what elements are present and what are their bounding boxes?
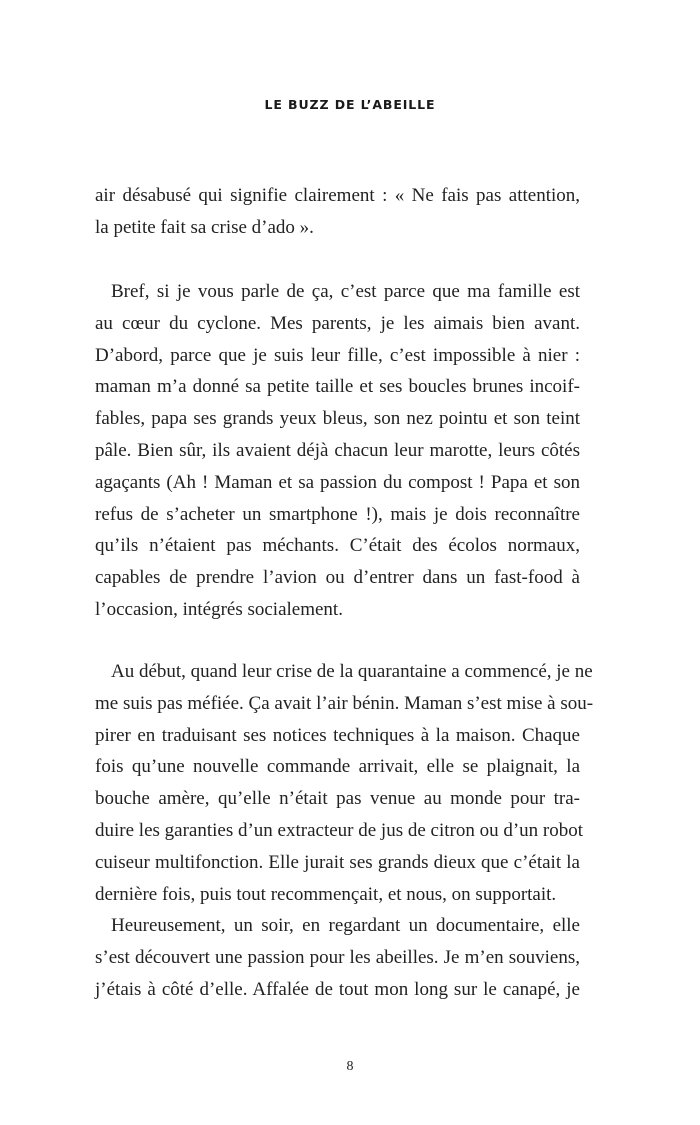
text-line: j’étais à côté d’elle. Affalée de tout mon long sur le canapé, je xyxy=(95,978,580,1000)
text-line: pirer en traduisant ses notices techniques à la maison. Chaque xyxy=(95,724,580,746)
text-line: Bref, si je vous parle de ça, c’est parce que ma famille est xyxy=(111,281,580,302)
text-line: refus de s’acheter un smartphone !), mais je dois reconnaître xyxy=(95,503,580,525)
text-line: D’abord, parce que je suis leur fille, c’est impossible à nier : xyxy=(95,344,580,366)
text-line: me suis pas méfiée. Ça avait l’air bénin. Maman s’est mise à sou- xyxy=(95,692,594,714)
text-line: cuiseur multifonction. Elle jurait ses grands dieux que c’était la xyxy=(95,851,580,873)
text-line: l’occasion, intégrés socialement. xyxy=(95,598,343,620)
text-line: fois qu’une nouvelle commande arrivait, elle se plaignait, la xyxy=(95,756,580,778)
text-line: Heureusement, un soir, en regardant un documentaire, elle xyxy=(111,915,580,936)
paragraph xyxy=(95,910,580,1005)
text-line: capables de prendre l’avion ou d’entrer dans un fast-food à xyxy=(95,567,580,589)
text-line: s’est découvert une passion pour les abeilles. Je m’en souviens, xyxy=(95,946,580,968)
text-line: maman m’a donné sa petite taille et ses boucles brunes incoif- xyxy=(95,376,580,398)
text-line: fables, papa ses grands yeux bleus, son nez pointu et son teint xyxy=(95,408,580,430)
text-line: pâle. Bien sûr, ils avaient déjà chacun leur marotte, leurs côtés xyxy=(95,439,580,461)
paragraph xyxy=(95,276,580,626)
text-line: agaçants (Ah ! Maman et sa passion du compost ! Papa et son xyxy=(95,471,580,493)
text-line: Au début, quand leur crise de la quarantaine a commencé, je ne xyxy=(111,661,593,682)
paragraph xyxy=(95,656,594,910)
text-line: dernière fois, puis tout recommençait, et nous, on supportait. xyxy=(95,883,557,905)
page-number: 8 xyxy=(346,1059,354,1074)
text-line: au cœur du cyclone. Mes parents, je les aimais bien avant. xyxy=(95,312,580,334)
running-head: LE BUZZ DE L’ABEILLE xyxy=(264,97,436,112)
text-line: air désabusé qui signifie clairement : « Ne fais pas attention, xyxy=(95,185,580,206)
paragraph xyxy=(95,180,580,244)
text-line: la petite fait sa crise d’ado ». xyxy=(95,216,314,238)
text-line: qu’ils n’étaient pas méchants. C’était des écolos normaux, xyxy=(95,535,580,557)
text-line: bouche amère, qu’elle n’était pas venue au monde pour tra- xyxy=(95,788,580,810)
text-line: duire les garanties d’un extracteur de jus de citron ou d’un robot xyxy=(95,819,584,841)
